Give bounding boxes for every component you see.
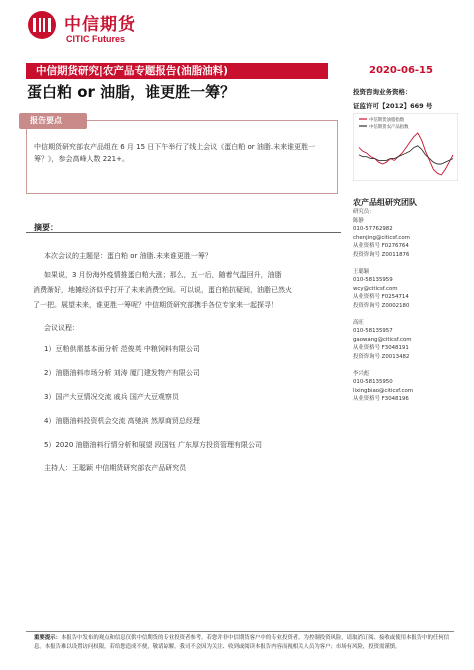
paragraph-line-2: 消费渐好，地摊经济似乎打开了未来消费空间。可以说，蛋白粕抗疑间，油脂已然火 xyxy=(33,286,292,294)
report-title: 蛋白粕 or 油脂，谁更胜一筹？ xyxy=(27,83,236,101)
index-chart xyxy=(353,113,458,181)
banner-text: 中信期货研究|农产品专题报告(油脂油料) xyxy=(36,65,228,77)
license-number: 证监许可【2012】669 号 xyxy=(353,102,433,110)
member-name: 李兴彪 xyxy=(353,370,370,377)
chart-frame xyxy=(353,113,458,181)
member-name: 高旺 xyxy=(353,319,364,326)
agenda-item: 2）油脂油料市场分析 刘涛 厦门建发物产有限公司 xyxy=(44,369,200,377)
member-cert: 从业资格号 F3048196 xyxy=(353,396,409,403)
disclaimer xyxy=(34,634,454,651)
member-phone: 010-58135957 xyxy=(353,328,393,335)
license-label: 投资咨询业务资格： xyxy=(353,88,412,96)
agenda-item: 5）2020 油脂油料行情分析和展望 段国钰 广东厚方投资管理有限公司 xyxy=(44,441,262,449)
paragraph-line-3: 了一把。展望未来，谁更胜一筹呢？中信期货研究部携手各位专家来一起探寻！ xyxy=(33,301,278,309)
member-email: chenjing@citicsf.com xyxy=(353,234,410,241)
team-subtitle: 研究员： xyxy=(353,209,375,215)
member-invest: 投资咨询号 Z0011876 xyxy=(353,252,410,258)
member-phone: 010-58135959 xyxy=(353,277,393,284)
member-cert: 从业资格号 F3048191 xyxy=(353,345,409,352)
paragraph-theme: 本次会议的主题是：蛋白粕 or 油脂.未来谁更胜一筹？ xyxy=(44,252,212,260)
host-line: 主持人：王聪颖 中信期货研究部农产品研究员 xyxy=(44,464,187,472)
agenda-label: 会议议程： xyxy=(44,324,79,332)
member-cert: 从业资格号 F0254714 xyxy=(353,294,409,301)
member-email: gaowang@citicsf.com xyxy=(353,336,412,343)
member-invest: 投资咨询号 Z0002180 xyxy=(353,303,410,309)
disclaimer-text: 本报告中发布的观点和信息仅供中信期货的专业投资者参考。若您并非中信期货客户中的专业投资者，为控制投资风险，请取消订阅、接收或使用本报告中的任何信息。本报告难以设置访问权限，若给您造成不便，敬请谅解。我司不会因为关注、收到或阅读本报告内容而视相关人员为客户；市场有风险，投资需谨慎。 xyxy=(34,635,450,650)
member-name: 王聪颖 xyxy=(353,268,370,275)
agenda-item: 3）国产大豆情况交流 戚兵 国产大豆观察员 xyxy=(44,393,179,401)
member-name: 陈静 xyxy=(353,217,364,224)
legend-label-agri: 中信期货农产品指数 xyxy=(369,125,409,130)
member-email: wcy@citicsf.com xyxy=(353,285,398,292)
agenda-item: 4）油脂油料投资机会交流 高驰滨 然厚商贸总经理 xyxy=(44,417,200,425)
member-phone: 010-58135950 xyxy=(353,379,393,386)
member-email: lixingbiao@citicsf.com xyxy=(353,387,414,394)
abstract-divider xyxy=(26,232,341,233)
agenda-item: 1）豆粕供需基本面分析 范俊英 中粮饲料有限公司 xyxy=(44,345,200,353)
logo-chinese: 中信期货 xyxy=(64,15,136,35)
disclaimer-label: 重要提示： xyxy=(34,635,61,641)
team-title: 农产品组研究团队 xyxy=(353,198,417,207)
report-date: 2020-06-15 xyxy=(369,65,433,76)
abstract-label: 摘要： xyxy=(34,223,58,232)
member-cert: 从业资格号 F0276764 xyxy=(353,243,409,250)
member-invest: 投资咨询号 Z0013482 xyxy=(353,354,410,360)
summary-text: 中信期货研究部农产品组在 6 月 15 日下午举行了线上会议《蛋白粕 or 油脂.未来谁更胜一筹？》，参会高峰人数 221+。 xyxy=(34,143,316,163)
citic-logo-icon xyxy=(27,10,57,40)
legend-label-oil: 中信期货油脂指数 xyxy=(369,118,405,123)
summary-tab-label: 报告要点 xyxy=(30,116,62,125)
member-phone: 010-57762982 xyxy=(353,226,393,233)
disclaimer-divider xyxy=(26,631,454,632)
logo-english: CITIC Futures xyxy=(66,34,126,44)
paragraph-line-1: 如果说，3 月份海外疫情推蛋白粕大涨；那么，五一后，随着气温回升，油脂 xyxy=(44,271,282,279)
